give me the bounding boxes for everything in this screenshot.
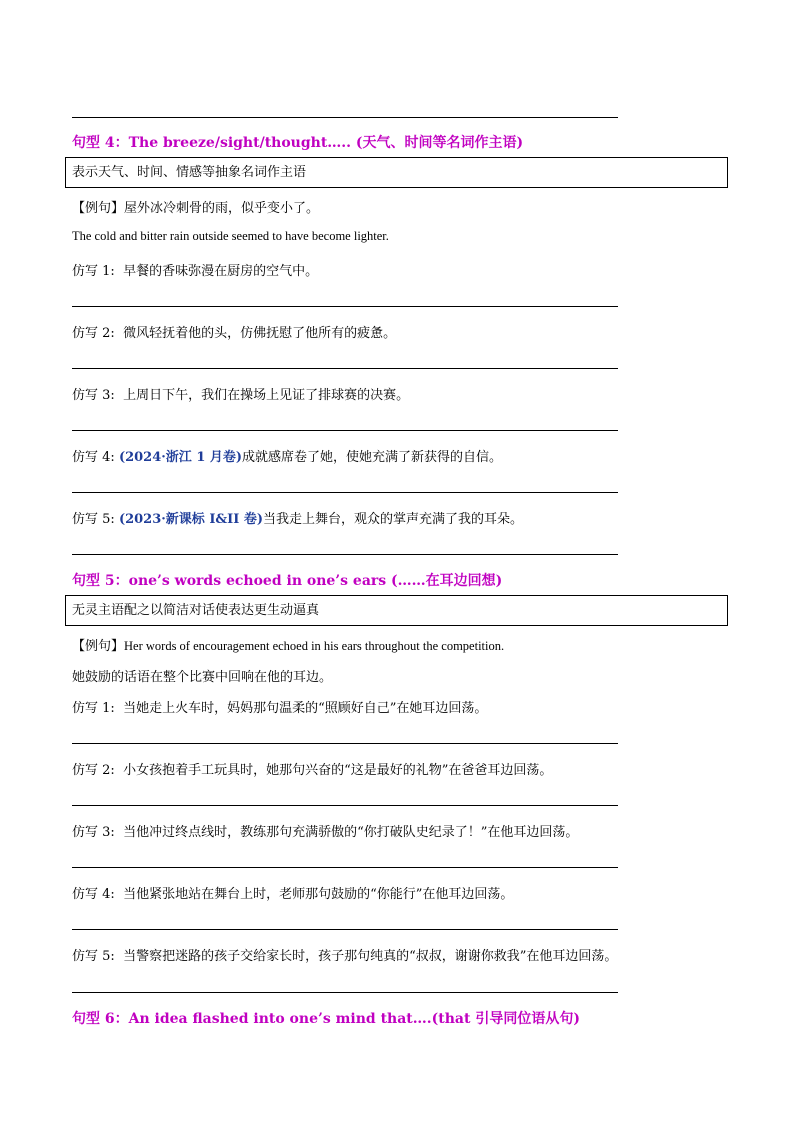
pattern-4-note-box: 表示天气、时间、情感等抽象名词作主语 <box>65 157 728 188</box>
answer-line[interactable] <box>72 492 618 493</box>
pattern-4-example-cn: 【例句】屋外冰冷刺骨的雨，似乎变小了。 <box>72 201 320 216</box>
exercise-label: 仿写 2: <box>72 326 115 341</box>
exercise-line <box>72 322 396 341</box>
exercise-line <box>72 945 617 964</box>
answer-line[interactable] <box>72 867 618 868</box>
exercise-source: (2023·新课标 I&II 卷) <box>118 512 263 527</box>
exercise-line <box>72 508 523 527</box>
exercise-label: 仿写 1: <box>72 264 115 279</box>
exercise-text: 成就感席卷了她，使她充满了新获得的自信。 <box>242 450 503 465</box>
exercise-line <box>72 384 409 403</box>
exercise-text: 当他冲过终点线时，教练那句充满骄傲的“你打破队史纪录了！”在他耳边回荡。 <box>123 825 579 840</box>
exercise-text: 当我走上舞台，观众的掌声充满了我的耳朵。 <box>262 512 523 527</box>
pattern-4-heading: 句型 4：The breeze/sight/thought….. (天气、时间等名词作主语) <box>72 135 524 151</box>
exercise-label: 仿写 3: <box>72 388 115 403</box>
exercise-line <box>72 883 513 902</box>
pattern-5-example <box>72 635 504 654</box>
exercise-text: 微风轻抚着他的头，仿佛抚慰了他所有的疲惫。 <box>123 326 397 341</box>
exercise-text: 当她走上火车时，妈妈那句温柔的“照顾好自己”在她耳边回荡。 <box>123 701 488 716</box>
pattern-5-example-en: Her words of encouragement echoed in his ears throughout the competition. <box>124 639 505 653</box>
exercise-text: 上周日下午，我们在操场上见证了排球赛的决赛。 <box>123 388 410 403</box>
exercise-text: 小女孩抱着手工玩具时，她那句兴奋的“这是最好的礼物”在爸爸耳边回荡。 <box>123 763 553 778</box>
exercise-text: 早餐的香味弥漫在厨房的空气中。 <box>123 264 319 279</box>
exercise-label: 仿写 3: <box>72 825 115 840</box>
pattern-5-heading: 句型 5：one’s words echoed in one’s ears (……在耳边回想) <box>72 573 503 589</box>
divider <box>72 117 618 118</box>
exercise-label: 仿写 5: <box>72 512 115 527</box>
exercise-line <box>72 446 502 465</box>
exercise-label: 仿写 5: <box>72 949 115 964</box>
answer-line[interactable] <box>72 430 618 431</box>
exercise-label: 仿写 4: <box>72 450 115 465</box>
exercise-line <box>72 759 552 778</box>
answer-line[interactable] <box>72 743 618 744</box>
exercise-label: 仿写 2: <box>72 763 115 778</box>
answer-line[interactable] <box>72 805 618 806</box>
pattern-4-example-en: The cold and bitter rain outside seemed to have become lighter. <box>72 229 389 243</box>
pattern-5-note-box: 无灵主语配之以简洁对话使表达更生动逼真 <box>65 595 728 626</box>
answer-line[interactable] <box>72 306 618 307</box>
exercise-text: 当警察把迷路的孩子交给家长时，孩子那句纯真的“叔叔，谢谢你救我”在他耳边回荡。 <box>123 949 618 964</box>
answer-line[interactable] <box>72 929 618 930</box>
example-label: 【例句】 <box>72 639 125 654</box>
pattern-5-example-cn: 她鼓励的话语在整个比赛中回响在他的耳边。 <box>72 670 333 685</box>
pattern-6-heading: 句型 6：An idea flashed into one’s mind that….(that 引导同位语从句) <box>72 1011 580 1027</box>
exercise-label: 仿写 4: <box>72 887 115 902</box>
exercise-text: 当他紧张地站在舞台上时，老师那句鼓励的“你能行”在他耳边回荡。 <box>123 887 514 902</box>
exercise-line <box>72 821 578 840</box>
exercise-line <box>72 260 318 279</box>
exercise-line <box>72 697 487 716</box>
exercise-source: (2024·浙江 1 月卷) <box>118 450 243 465</box>
answer-line[interactable] <box>72 992 618 993</box>
answer-line[interactable] <box>72 554 618 555</box>
answer-line[interactable] <box>72 368 618 369</box>
exercise-label: 仿写 1: <box>72 701 115 716</box>
